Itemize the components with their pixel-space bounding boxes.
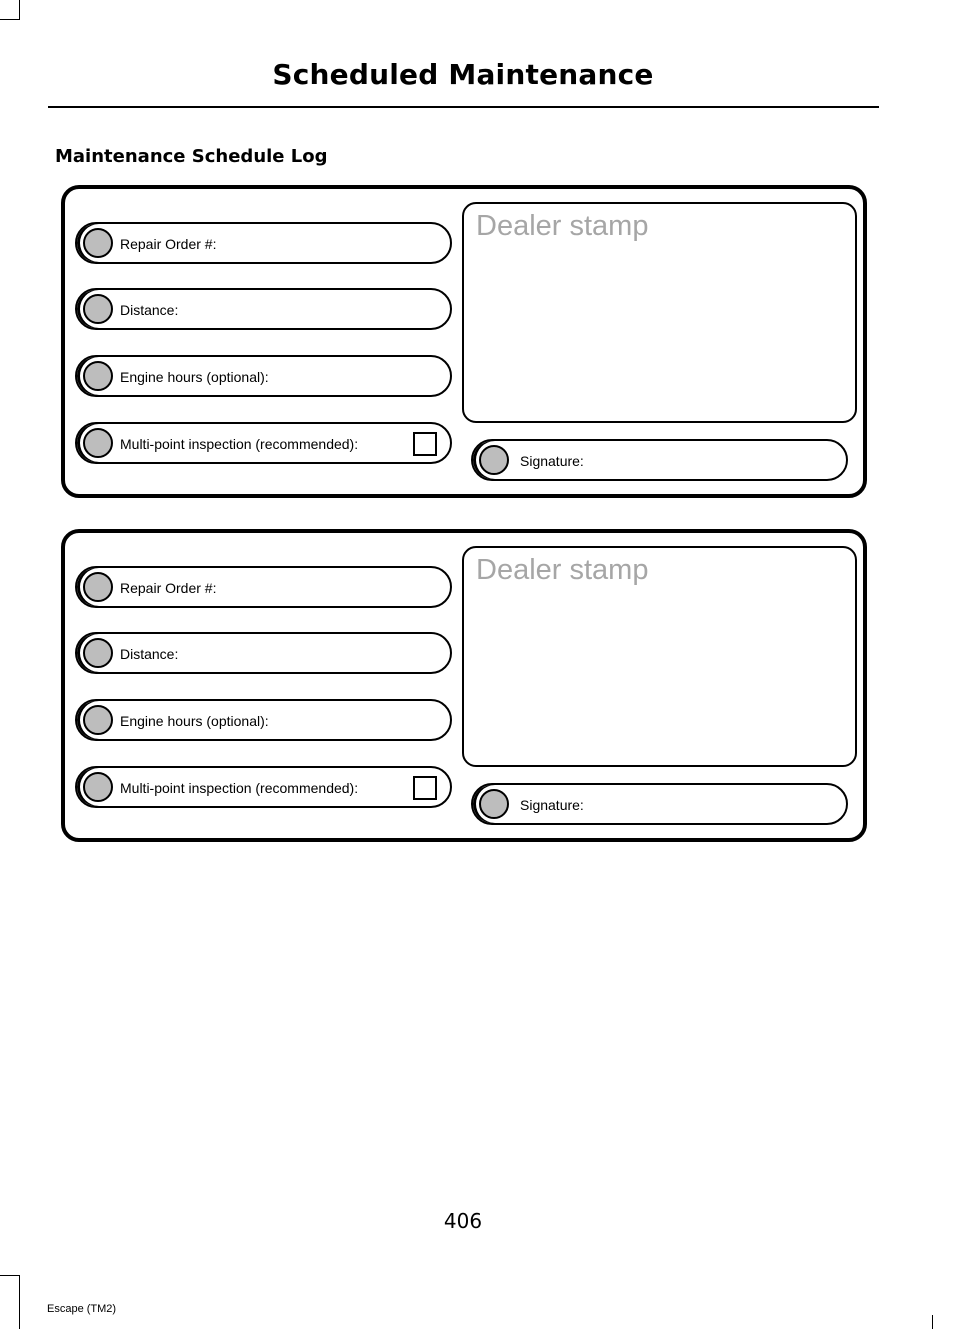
repair-order-label: Repair Order #: — [120, 236, 217, 252]
section-title: Maintenance Schedule Log — [55, 146, 328, 167]
inspection-checkbox[interactable] — [413, 776, 437, 800]
inspection-field[interactable] — [75, 422, 452, 464]
title-divider — [48, 106, 879, 108]
inspection-checkbox[interactable] — [413, 432, 437, 456]
crop-mark — [0, 1275, 20, 1276]
distance-field[interactable] — [75, 632, 452, 674]
dealer-stamp-label: Dealer stamp — [476, 554, 649, 586]
field-dot-icon — [83, 428, 113, 458]
field-dot-icon — [83, 361, 113, 391]
distance-field[interactable] — [75, 288, 452, 330]
field-dot-icon — [83, 638, 113, 668]
field-dot-icon — [83, 772, 113, 802]
field-dot-icon — [83, 228, 113, 258]
repair-order-field[interactable] — [75, 566, 452, 608]
field-dot-icon — [83, 705, 113, 735]
crop-mark — [932, 1315, 933, 1329]
repair-order-field[interactable] — [75, 222, 452, 264]
field-dot-icon — [83, 572, 113, 602]
field-dot-icon — [479, 789, 509, 819]
signature-label: Signature: — [520, 797, 584, 813]
dealer-stamp-box — [462, 202, 857, 423]
inspection-field[interactable] — [75, 766, 452, 808]
field-dot-icon — [83, 294, 113, 324]
signature-field[interactable] — [471, 783, 848, 825]
maintenance-log-card — [61, 185, 867, 498]
repair-order-label: Repair Order #: — [120, 580, 217, 596]
page-number: 406 — [443, 1209, 483, 1233]
distance-label: Distance: — [120, 302, 179, 318]
dealer-stamp-label: Dealer stamp — [476, 210, 649, 242]
document-name: Escape (TM2) — [47, 1303, 117, 1315]
maintenance-log-card — [61, 529, 867, 842]
crop-mark — [19, 0, 20, 20]
inspection-label: Multi-point inspection (recommended): — [120, 780, 359, 796]
engine-hours-label: Engine hours (optional): — [120, 369, 269, 385]
field-dot-icon — [479, 445, 509, 475]
engine-hours-field[interactable] — [75, 699, 452, 741]
dealer-stamp-box — [462, 546, 857, 767]
engine-hours-field[interactable] — [75, 355, 452, 397]
engine-hours-label: Engine hours (optional): — [120, 713, 269, 729]
signature-label: Signature: — [520, 453, 584, 469]
signature-field[interactable] — [471, 439, 848, 481]
crop-mark — [0, 19, 20, 20]
crop-mark — [19, 1275, 20, 1329]
distance-label: Distance: — [120, 646, 179, 662]
inspection-label: Multi-point inspection (recommended): — [120, 436, 359, 452]
page-title: Scheduled Maintenance — [272, 58, 654, 91]
